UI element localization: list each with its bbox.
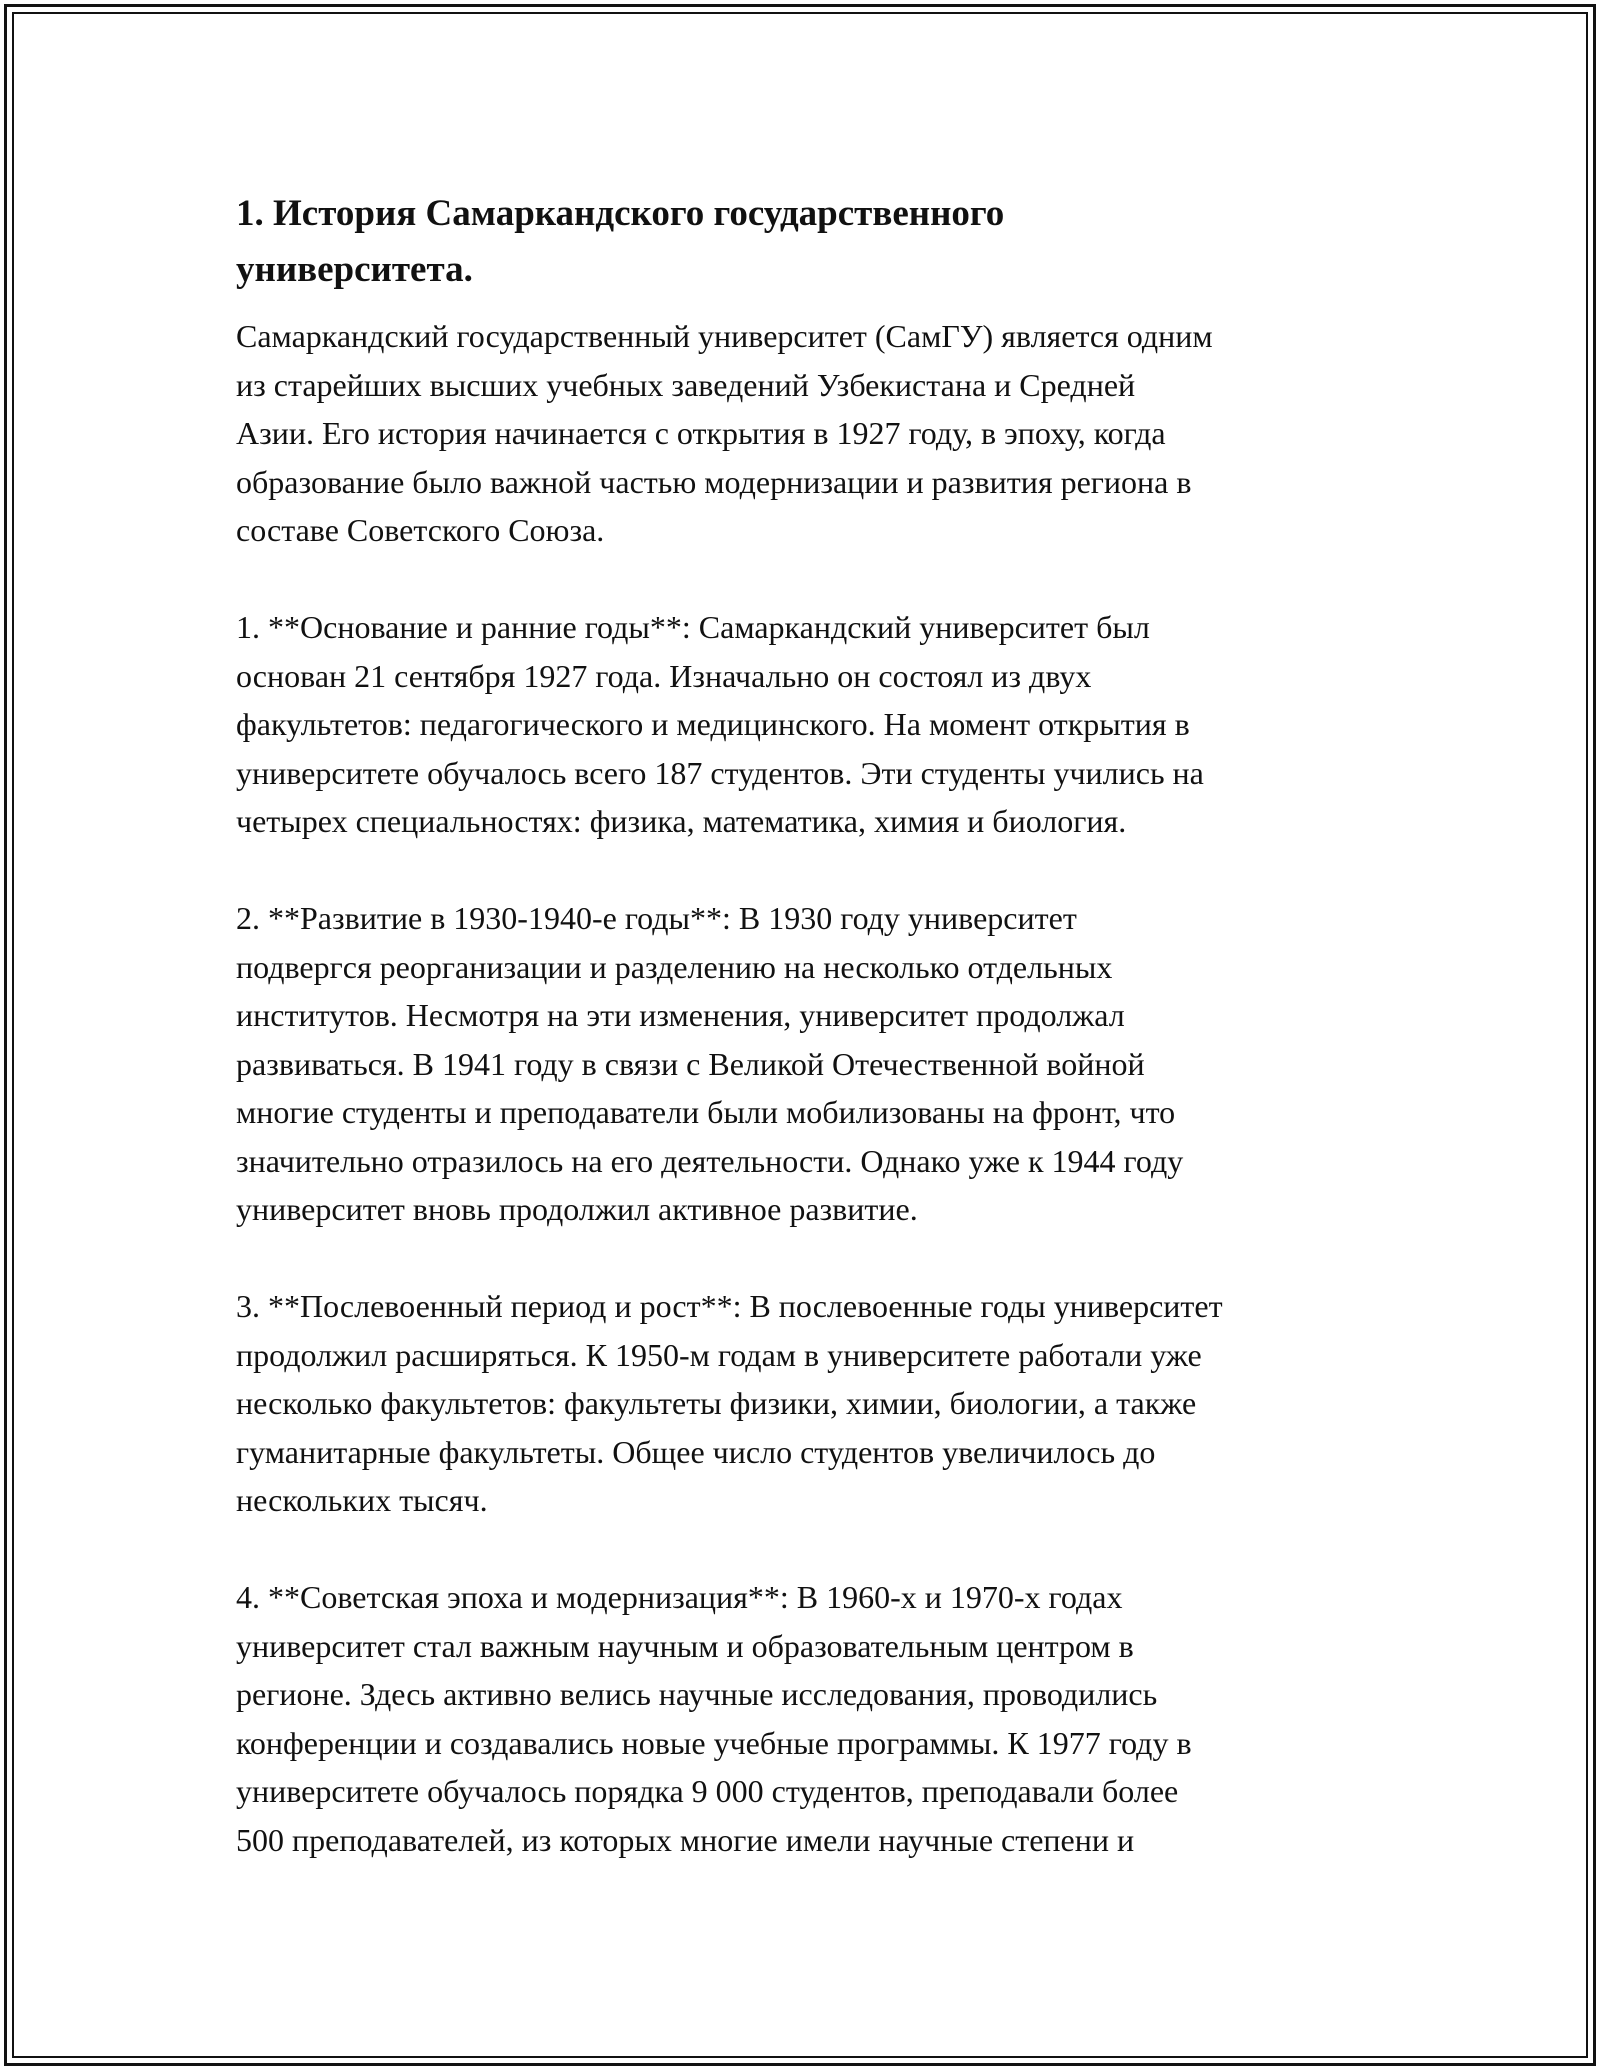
title-line: 1. История Самаркандского государственного — [236, 193, 1005, 234]
paragraph-line: образование было важной частью модернизации и развития региона в — [236, 463, 1192, 500]
paragraph-line: конференции и создавались новые учебные программы. К 1977 году в — [236, 1724, 1192, 1761]
paragraph-line: Азии. Его история начинается с открытия в 1927 году, в эпоху, когда — [236, 415, 1166, 451]
paragraph-line: 500 преподавателей, из которых многие имели научные степени и — [236, 1821, 1135, 1858]
paragraph-line: подвергся реорганизации и разделению на несколько отдельных — [236, 948, 1113, 985]
intro-paragraph — [236, 312, 1376, 555]
paragraph-line: составе Советского Союза. — [236, 512, 605, 548]
paragraph-line: 3. **Послевоенный период и рост**: В послевоенные годы университет — [236, 1288, 1223, 1324]
section-soviet-era-paragraph — [236, 1573, 1376, 1864]
section-postwar-paragraph — [236, 1282, 1376, 1525]
paragraph-line: гуманитарные факультеты. Общее число студентов увеличилось до — [236, 1433, 1156, 1470]
paragraph-line: 2. **Развитие в 1930-1940-е годы**: В 1930 году университет — [236, 900, 1077, 936]
paragraph-line: 4. **Советская эпоха и модернизация**: В 1960-х и 1970-х годах — [236, 1579, 1123, 1615]
paragraph-line: факультетов: педагогического и медицинского. На момент открытия в — [236, 706, 1190, 742]
section-development-paragraph — [236, 894, 1376, 1234]
section-founding-paragraph — [236, 603, 1376, 846]
paragraph-line: регионе. Здесь активно велись научные исследования, проводились — [236, 1676, 1158, 1712]
paragraph-line: институтов. Несмотря на эти изменения, университет продолжал — [236, 997, 1125, 1033]
paragraph-line: университет стал важным научным и образовательным центром в — [236, 1627, 1134, 1664]
paragraph-line: развиваться. В 1941 году в связи с Великой Отечественной войной — [236, 1045, 1145, 1082]
title-line: университета. — [236, 249, 473, 290]
paragraph-line: многие студенты и преподаватели были мобилизованы на фронт, что — [236, 1094, 1176, 1130]
paragraph-line: университете обучалось порядка 9 000 студентов, преподавали более — [236, 1773, 1179, 1809]
paragraph-line: основан 21 сентября 1927 года. Изначально он состоял из двух — [236, 657, 1092, 694]
document-title — [236, 186, 1236, 298]
paragraph-line: Самаркандский государственный университет (СамГУ) является одним — [236, 318, 1213, 354]
paragraph-line: 1. **Основание и ранние годы**: Самаркандский университет был — [236, 609, 1150, 645]
paragraph-line: университет вновь продолжил активное развитие. — [236, 1191, 918, 1227]
paragraph-line: из старейших высших учебных заведений Узбекистана и Средней — [236, 366, 1136, 403]
paragraph-line: продолжил расширяться. К 1950-м годам в университете работали уже — [236, 1336, 1202, 1373]
paragraph-line: нескольких тысяч. — [236, 1482, 488, 1518]
document-body — [236, 186, 1376, 1864]
paragraph-line: несколько факультетов: факультеты физики, химии, биологии, а также — [236, 1385, 1197, 1421]
paragraph-line: значительно отразилось на его деятельности. Однако уже к 1944 году — [236, 1142, 1184, 1179]
paragraph-line: четырех специальностях: физика, математика, химия и биология. — [236, 803, 1127, 839]
paragraph-line: университете обучалось всего 187 студентов. Эти студенты учились на — [236, 754, 1204, 791]
